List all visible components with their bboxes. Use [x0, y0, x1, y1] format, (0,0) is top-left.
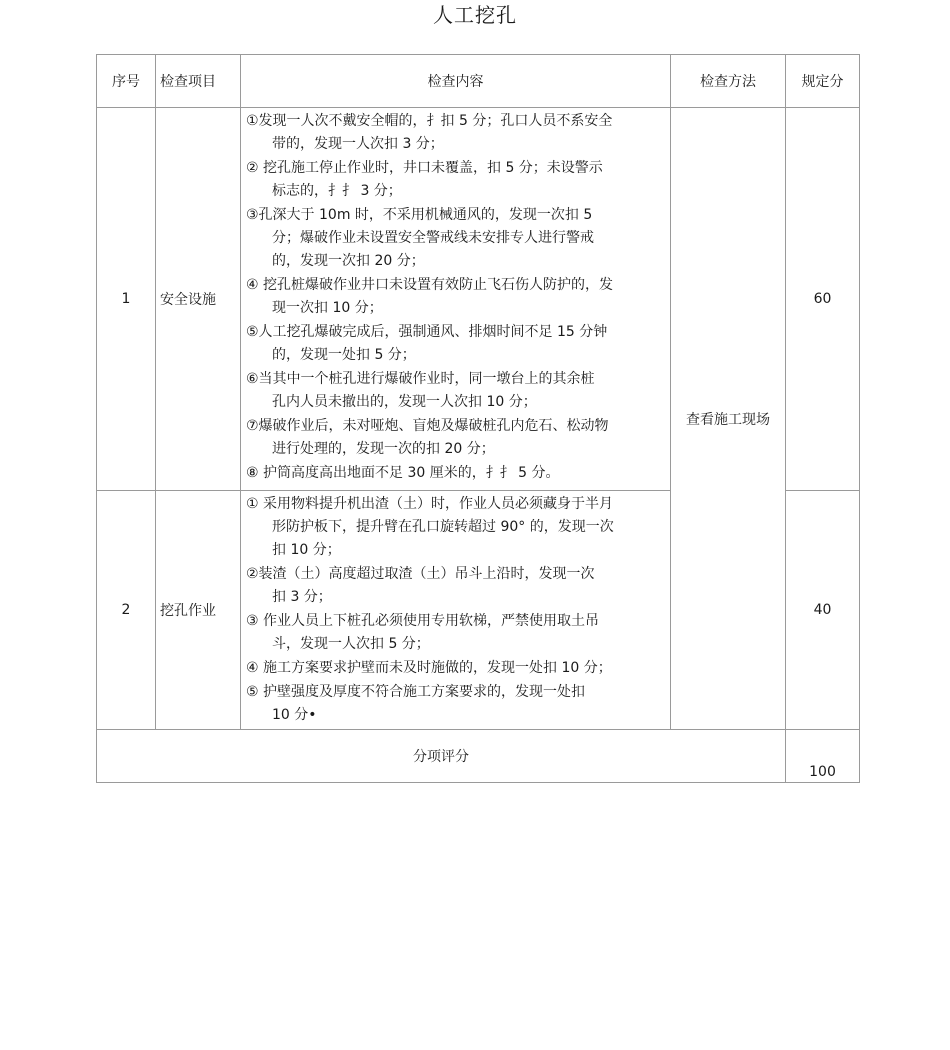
content-item-line: ⑧ 护筒高度高出地面不足 30 厘米的，扌扌 5 分。 [246, 465, 560, 481]
content-item-continuation: 扣 3 分； [272, 589, 332, 605]
content-item-line: ⑥当其中一个桩孔进行爆破作业时，同一墩台上的其余桩 [246, 371, 595, 387]
method-cell: 查看施工现场 [671, 108, 786, 730]
total-label: 分项评分 [97, 730, 786, 783]
content-item-line: ③孔深大于 10m 时，不采用机械通风的，发现一次扣 5 [246, 207, 593, 223]
content-item-line: ⑤人工挖孔爆破完成后，强制通风、排烟时间不足 15 分钟 [246, 324, 608, 340]
content-list [241, 491, 670, 729]
content-item-continuation: 带的，发现一人次扣 3 分； [272, 136, 444, 152]
header-method: 检查方法 [671, 55, 786, 108]
row-item: 安全设施 [156, 108, 241, 491]
content-item [246, 110, 666, 156]
row-no: 2 [97, 491, 156, 730]
content-item-line: ② 挖孔施工停止作业时，井口未覆盖，扣 5 分；未设警示 [246, 160, 603, 176]
content-item [246, 368, 666, 414]
content-item-line: ⑦爆破作业后，未对哑炮、盲炮及爆破桩孔内危石、松动物 [246, 418, 609, 434]
table-row [97, 108, 860, 491]
content-item [246, 462, 666, 485]
content-item-line: ① 采用物料提升机出渣（土）时，作业人员必须藏身于半月 [246, 496, 613, 512]
content-item-continuation: 形防护板下，提升臂在孔口旋转超过 90° 的，发现一次 [272, 519, 614, 535]
row-score: 60 [786, 108, 860, 491]
content-item-continuation: 扣 10 分； [272, 542, 341, 558]
content-item [246, 493, 666, 562]
content-item [246, 204, 666, 273]
table-header-row [97, 55, 860, 108]
content-item [246, 610, 666, 656]
content-item-line: ②装渣（土）高度超过取渣（土）吊斗上沿时，发现一次 [246, 566, 595, 582]
inspection-table [96, 54, 860, 783]
content-item [246, 157, 666, 203]
row-content [241, 491, 671, 730]
content-item [246, 563, 666, 609]
row-no: 1 [97, 108, 156, 491]
content-item-continuation: 孔内人员未撤出的，发现一人次扣 10 分； [272, 394, 537, 410]
row-content [241, 108, 671, 491]
content-item-line: ④ 施工方案要求护壁而未及时施做的，发现一处扣 10 分； [246, 660, 612, 676]
content-item-continuation: 斗，发现一人次扣 5 分； [272, 636, 430, 652]
content-item [246, 274, 666, 320]
header-item: 检查项目 [156, 55, 241, 108]
content-item [246, 681, 666, 727]
total-score: 100 [786, 730, 860, 783]
header-score: 规定分 [786, 55, 860, 108]
content-item-line: ③ 作业人员上下桩孔必须使用专用软梯，严禁使用取土吊 [246, 613, 599, 629]
content-item-line: ④ 挖孔桩爆破作业井口未设置有效防止飞石伤人防护的，发 [246, 277, 613, 293]
row-item: 挖孔作业 [156, 491, 241, 730]
page-title: 人工挖孔 [433, 3, 517, 27]
row-score: 40 [786, 491, 860, 730]
header-no: 序号 [97, 55, 156, 108]
content-item-continuation: 标志的，扌扌 3 分； [272, 183, 402, 199]
content-item [246, 415, 666, 461]
header-content: 检查内容 [241, 55, 671, 108]
content-item-continuation: 10 分• [272, 707, 317, 723]
content-item [246, 657, 666, 680]
content-item [246, 321, 666, 367]
content-item-continuation: 的，发现一处扣 5 分； [272, 347, 416, 363]
total-row [97, 730, 860, 783]
content-item-continuation: 分；爆破作业未设置安全警戒线未安排专人进行警戒 [272, 230, 594, 246]
content-item-continuation: 进行处理的，发现一次的扣 20 分； [272, 441, 495, 457]
content-item-continuation: 现一次扣 10 分； [272, 300, 383, 316]
content-item-continuation: 的，发现一次扣 20 分； [272, 253, 425, 269]
content-item-line: ①发现一人次不戴安全帽的，扌扣 5 分；孔口人员不系安全 [246, 113, 613, 129]
content-list [241, 108, 670, 490]
content-item-line: ⑤ 护壁强度及厚度不符合施工方案要求的，发现一处扣 [246, 684, 585, 700]
